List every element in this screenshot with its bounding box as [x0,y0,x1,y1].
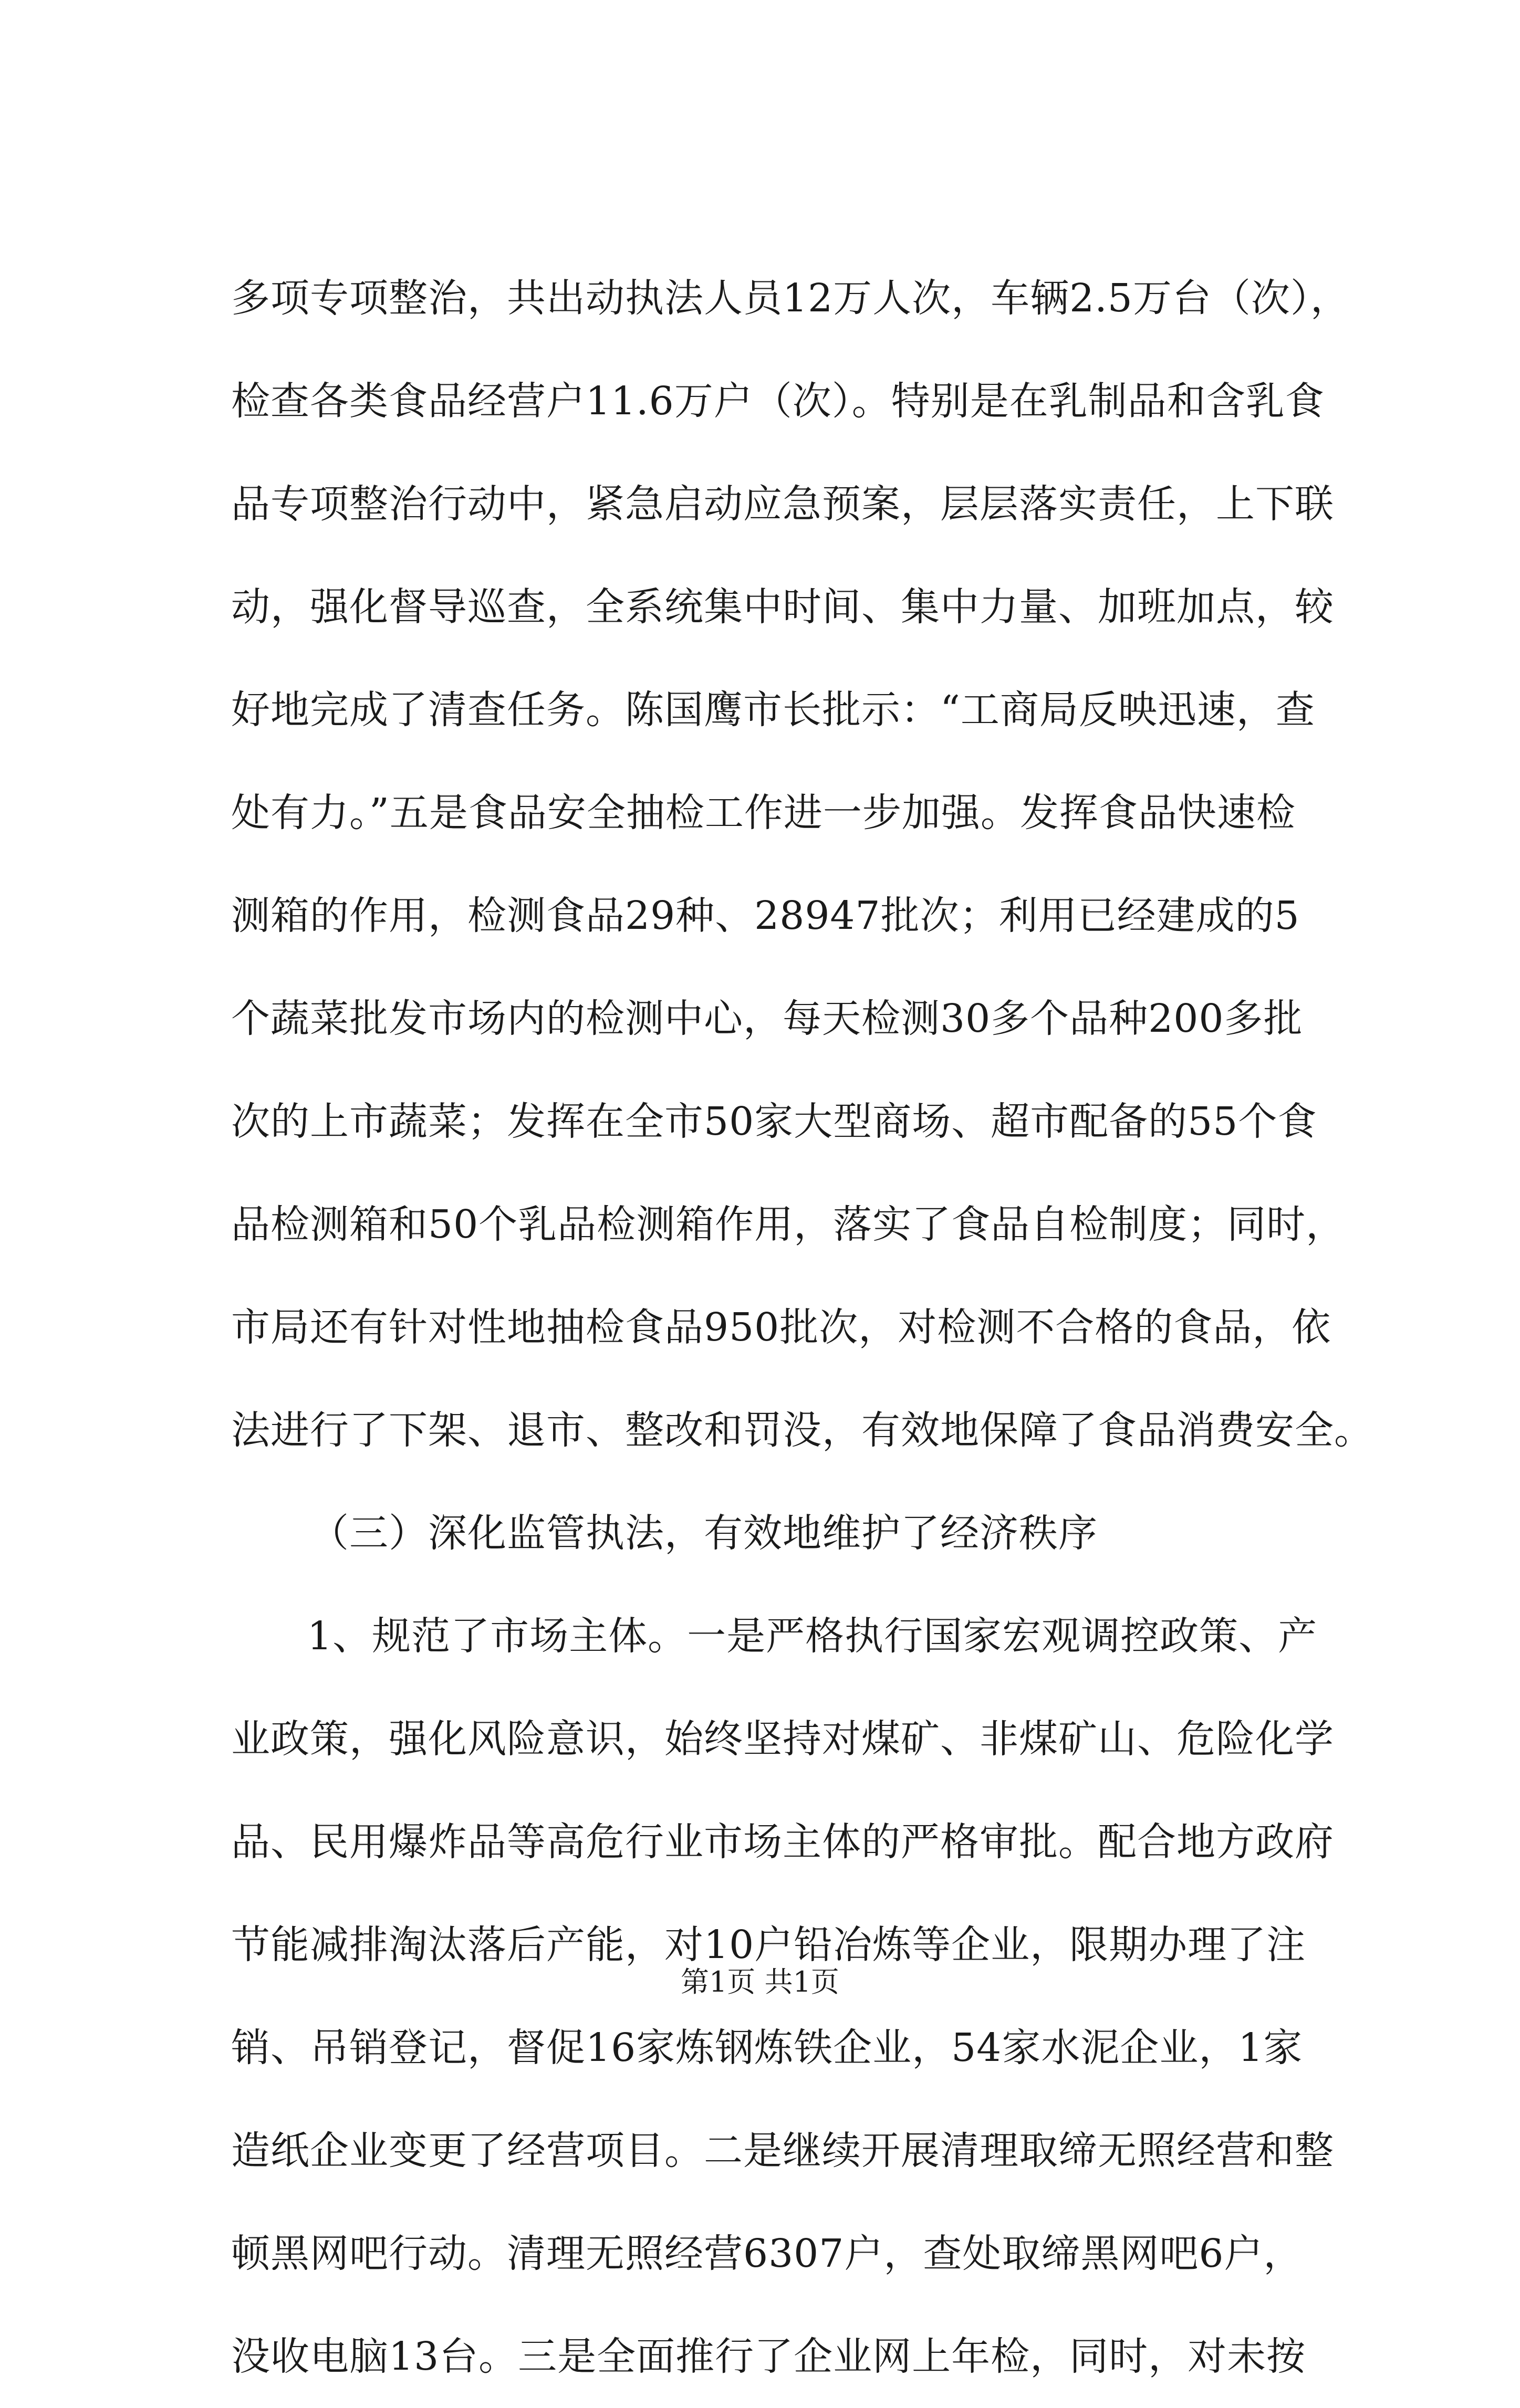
paragraph-line: 次的上市蔬菜；发挥在全市50家大型商场、超市配备的55个食 [231,1099,1317,1144]
paragraph-line: 好地完成了清查任务。陈国鹰市长批示：“工商局反映迅速，查 [231,687,1315,732]
paragraph-line: 业政策，强化风险意识，始终坚持对煤矿、非煤矿山、危险化学 [231,1716,1334,1762]
page-number-label: 第1页 共1页 [681,1965,839,1998]
paragraph-line: 处有力。”五是食品安全抽检工作进一步加强。发挥食品快速检 [231,790,1296,835]
paragraph-line: 顿黑网吧行动。清理无照经营6307户，查处取缔黑网吧6户， [231,2231,1303,2276]
paragraph-line: 市局还有针对性地抽检食品950批次，对检测不合格的食品，依 [231,1305,1331,1350]
paragraph-line: 没收电脑13台。三是全面推行了企业网上年检，同时，对未按 [231,2334,1306,2379]
paragraph-line: 品检测箱和50个乳品检测箱作用，落实了食品自检制度；同时， [231,1202,1346,1247]
paragraph-line: 品专项整治行动中，紧急启动应急预案，层层落实责任，上下联 [231,481,1334,527]
paragraph-line: 造纸企业变更了经营项目。二是继续开展清理取缔无照经营和整 [231,2128,1334,2173]
paragraph-line: 品、民用爆炸品等高危行业市场主体的严格审批。配合地方政府 [231,1819,1334,1865]
section-heading: （三）深化监管执法，有效地维护了经济秩序 [310,1511,1098,1556]
paragraph-line: 检查各类食品经营户11.6万户（次）。特别是在乳制品和含乳食 [231,379,1325,424]
paragraph-line: 多项专项整治，共出动执法人员12万人次，车辆2.5万台（次）， [231,276,1350,321]
document-body [231,247,1373,2408]
paragraph-line: 销、吊销登记，督促16家炼钢炼铁企业，54家水泥企业，1家 [231,2025,1303,2070]
paragraph-line: 动，强化督导巡查，全系统集中时间、集中力量、加班加点，较 [231,584,1334,630]
paragraph-line: 法进行了下架、退市、整改和罚没，有效地保障了食品消费安全。 [231,1408,1373,1453]
paragraph-line: 节能减排淘汰落后产能，对10户铅冶炼等企业，限期办理了注 [231,1922,1306,1967]
paragraph-line: 个蔬菜批发市场内的检测中心，每天检测30多个品种200多批 [231,996,1303,1041]
paragraph-line: 测箱的作用，检测食品29种、28947批次；利用已经建成的5 [231,893,1300,938]
paragraph-line: 1、规范了市场主体。一是严格执行国家宏观调控政策、产 [307,1614,1318,1659]
page-footer [0,1966,1520,1998]
